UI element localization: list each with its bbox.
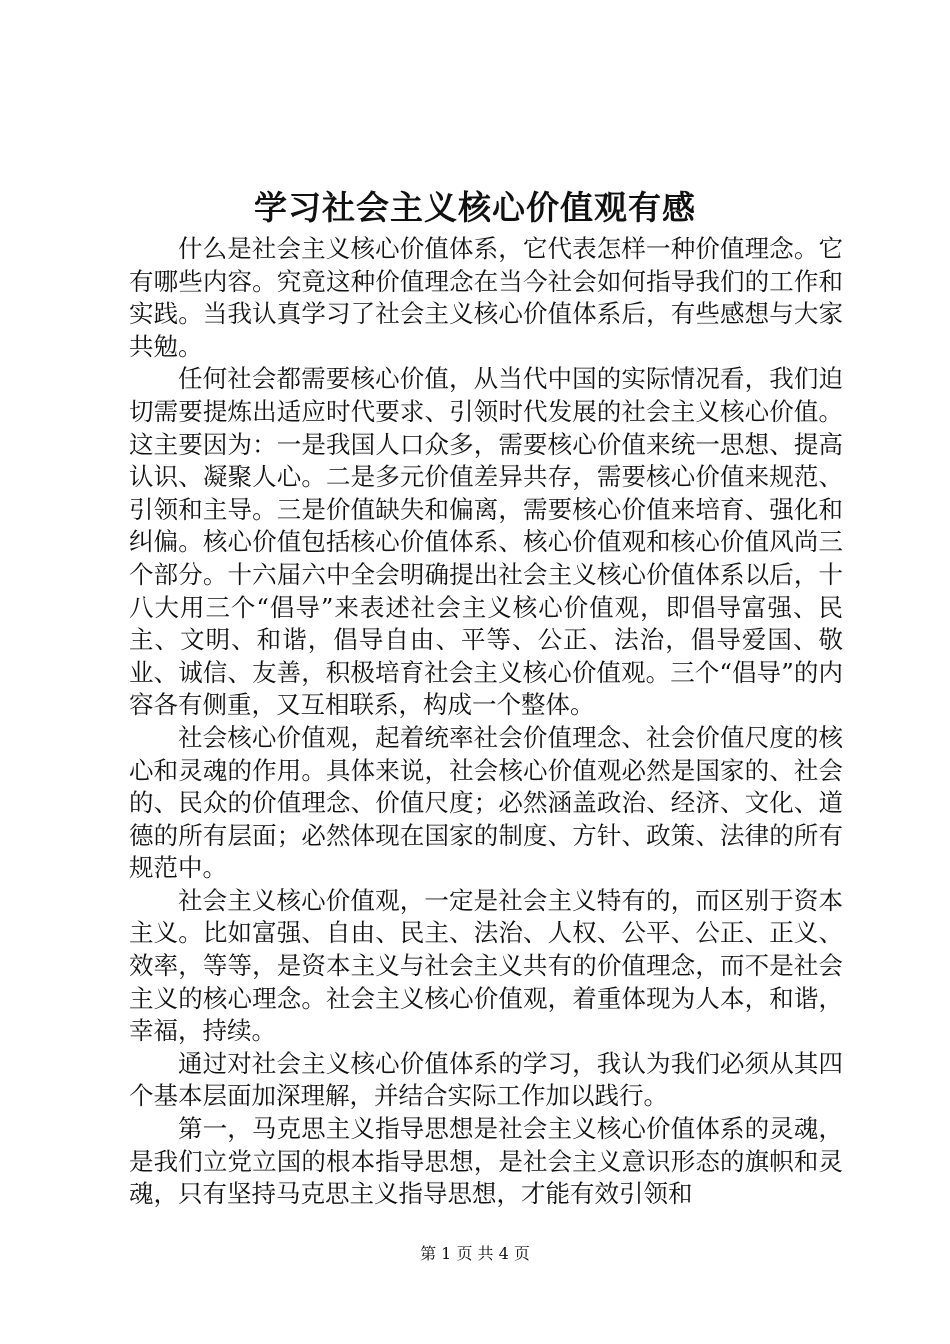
paragraph-four-levels: 通过对社会主义核心价值体系的学习，我认为我们必须从其四个基本层面加深理解，并结合实际工作加以践行。	[129, 1048, 843, 1111]
document-title: 学习社会主义核心价值观有感	[254, 188, 696, 227]
document-body	[129, 233, 843, 1211]
paragraph-core-value-role: 社会核心价值观，起着统率社会价值理念、社会价值尺度的核心和灵魂的作用。具体来说，社会核心价值观必然是国家的、社会的、民众的价值理念、价值尺度；必然涵盖政治、经济、文化、道德的所有层面；必然体现在国家的制度、方针、政策、法律的所有规范中。	[129, 722, 843, 883]
paragraph-core-value-need: 任何社会都需要核心价值，从当代中国的实际情况看，我们迫切需要提炼出适应时代要求、引领时代发展的社会主义核心价值。这主要因为：一是我国人口众多，需要核心价值来统一思想、提高认识、凝聚人心。二是多元价值差异共存，需要核心价值来规范、引领和主导。三是价值缺失和偏离，需要核心价值来培育、强化和纠偏。核心价值包括核心价值体系、核心价值观和核心价值风尚三个部分。十六届六中全会明确提出社会主义核心价值体系以后，十八大用三个“倡导”来表述社会主义核心价值观，即倡导富强、民主、文明、和谐，倡导自由、平等、公正、法治，倡导爱国、敬业、诚信、友善，积极培育社会主义核心价值观。三个“倡导”的内容各有侧重，又互相联系，构成一个整体。	[129, 364, 843, 720]
page-number-footer: 第 1 页 共 4 页	[420, 1244, 530, 1263]
paragraph-first-point: 第一，马克思主义指导思想是社会主义核心价值体系的灵魂，是我们立党立国的根本指导思想，是社会主义意识形态的旗帜和灵魂，只有坚持马克思主义指导思想，才能有效引领和	[129, 1114, 843, 1209]
paragraph-intro: 什么是社会主义核心价值体系，它代表怎样一种价值理念。它有哪些内容。究竟这种价值理念在当今社会如何指导我们的工作和实践。当我认真学习了社会主义核心价值体系后，有些感想与大家共勉。	[129, 234, 843, 361]
paragraph-socialist-distinction: 社会主义核心价值观，一定是社会主义特有的，而区别于资本主义。比如富强、自由、民主、法治、人权、公平、公正、正义、效率，等等，是资本主义与社会主义共有的价值理念，而不是社会主义的核心理念。社会主义核心价值观，着重体现为人本，和谐，幸福，持续。	[129, 885, 843, 1046]
